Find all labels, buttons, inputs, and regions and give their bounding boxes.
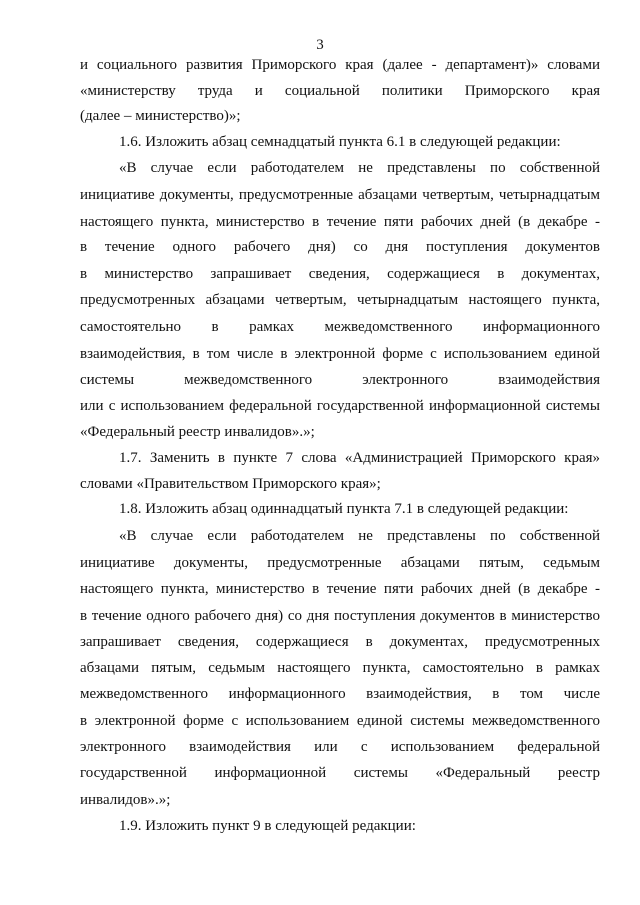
text-line: (далее – министерство)»;	[80, 108, 241, 124]
text-line: инвалидов».»;	[80, 792, 171, 808]
text-line: 1.7. Заменить в пункте 7 слова «Администрацией Приморского края»	[119, 450, 600, 466]
text-line: «В случае если работодателем не представлены по собственной	[119, 528, 600, 544]
text-line: электронного взаимодействия или с использованием федеральной	[80, 739, 600, 755]
text-line: 1.8. Изложить абзац одиннадцатый пункта 7.1 в следующей редакции:	[119, 501, 569, 517]
text-line: в электронной форме с использованием единой системы межведомственного	[80, 713, 600, 729]
text-line: предусмотренных абзацами четвертым, четырнадцатым настоящего пункта,	[80, 292, 600, 308]
text-line: запрашивает сведения, содержащиеся в документах, предусмотренных	[80, 634, 600, 650]
text-line: «В случае если работодателем не представлены по собственной	[119, 160, 600, 176]
text-line: инициативе документы, предусмотренные абзацами пятым, седьмым	[80, 555, 600, 571]
text-line: в течение одного рабочего дня) со дня поступления документов	[80, 239, 600, 255]
text-line: настоящего пункта, министерство в течение пяти рабочих дней (в декабре -	[80, 581, 600, 597]
text-line: 1.9. Изложить пункт 9 в следующей редакции:	[119, 818, 416, 834]
text-line: настоящего пункта, министерство в течение пяти рабочих дней (в декабре -	[80, 214, 600, 230]
text-line: «министерству труда и социальной политики Приморского края	[80, 83, 600, 99]
text-line: системы межведомственного электронного взаимодействия	[80, 372, 600, 388]
text-line: государственной информационной системы «Федеральный реестр	[80, 765, 600, 781]
text-line: абзацами пятым, седьмым настоящего пункта, самостоятельно в рамках	[80, 660, 600, 676]
text-line: «Федеральный реестр инвалидов».»;	[80, 424, 315, 440]
text-line: или с использованием федеральной государственной информационной системы	[80, 398, 600, 414]
text-line: в течение одного рабочего дня) со дня поступления документов в министерство	[80, 608, 600, 624]
text-line: инициативе документы, предусмотренные абзацами четвертым, четырнадцатым	[80, 187, 600, 203]
text-line: 1.6. Изложить абзац семнадцатый пункта 6.1 в следующей редакции:	[119, 134, 561, 150]
text-line: межведомственного информационного взаимодействия, в том числе	[80, 686, 600, 702]
text-line: самостоятельно в рамках межведомственного информационного	[80, 319, 600, 335]
text-line: и социального развития Приморского края (далее - департамент)» словами	[80, 57, 600, 73]
text-line: словами «Правительством Приморского края»;	[80, 476, 381, 492]
text-line: взаимодействия, в том числе в электронной форме с использованием единой	[80, 346, 600, 362]
page-number: 3	[316, 37, 324, 53]
text-line: в министерство запрашивает сведения, содержащиеся в документах,	[80, 266, 600, 282]
